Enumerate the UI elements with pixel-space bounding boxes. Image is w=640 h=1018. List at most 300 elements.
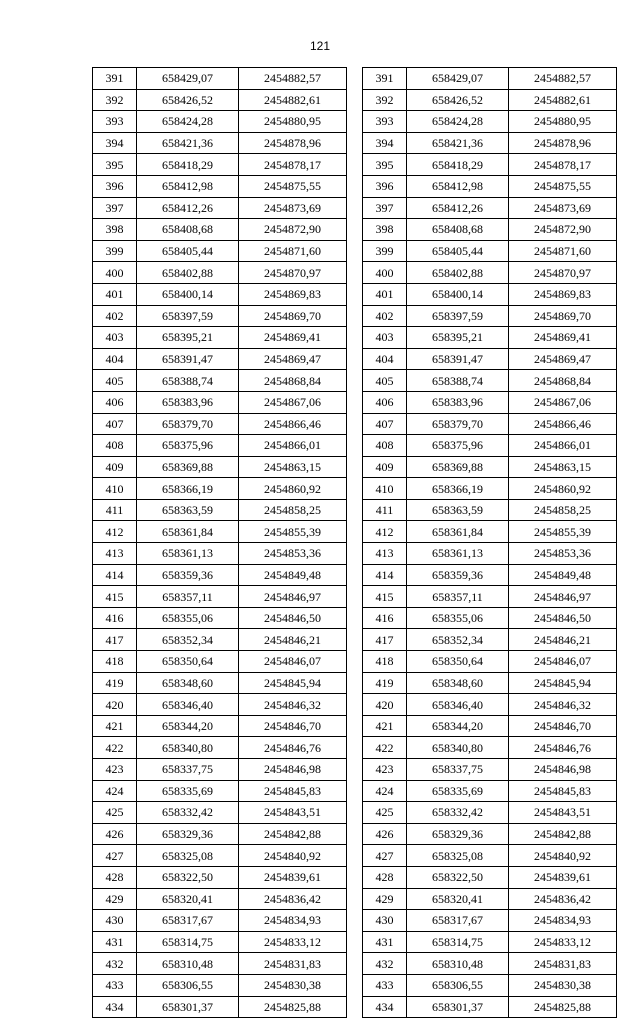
point-number-cell: 395 [363, 154, 407, 176]
y-coordinate-cell: 2454825,88 [509, 996, 617, 1018]
x-coordinate-cell: 658421,36 [137, 132, 239, 154]
point-number-cell: 427 [363, 845, 407, 867]
y-coordinate-cell: 2454845,83 [239, 780, 347, 802]
y-coordinate-cell: 2454845,83 [509, 780, 617, 802]
y-coordinate-cell: 2454846,32 [509, 694, 617, 716]
table-row [363, 456, 617, 478]
x-coordinate-cell: 658412,26 [407, 197, 509, 219]
x-coordinate-cell: 658346,40 [407, 694, 509, 716]
x-coordinate-cell: 658337,75 [407, 759, 509, 781]
table-row [93, 391, 347, 413]
x-coordinate-cell: 658320,41 [407, 888, 509, 910]
x-coordinate-cell: 658395,21 [137, 327, 239, 349]
x-coordinate-cell: 658412,98 [407, 175, 509, 197]
table-row [93, 780, 347, 802]
table-row [93, 672, 347, 694]
x-coordinate-cell: 658421,36 [407, 132, 509, 154]
table-row [363, 672, 617, 694]
point-number-cell: 405 [363, 370, 407, 392]
y-coordinate-cell: 2454866,46 [509, 413, 617, 435]
y-coordinate-cell: 2454849,48 [509, 564, 617, 586]
x-coordinate-cell: 658320,41 [137, 888, 239, 910]
y-coordinate-cell: 2454831,83 [239, 953, 347, 975]
point-number-cell: 420 [93, 694, 137, 716]
y-coordinate-cell: 2454871,60 [239, 240, 347, 262]
point-number-cell: 393 [363, 111, 407, 133]
x-coordinate-cell: 658361,84 [407, 521, 509, 543]
x-coordinate-cell: 658337,75 [137, 759, 239, 781]
x-coordinate-cell: 658429,07 [407, 68, 509, 90]
y-coordinate-cell: 2454846,98 [509, 759, 617, 781]
point-number-cell: 397 [93, 197, 137, 219]
y-coordinate-cell: 2454867,06 [509, 391, 617, 413]
y-coordinate-cell: 2454860,92 [239, 478, 347, 500]
point-number-cell: 400 [363, 262, 407, 284]
table-row [363, 478, 617, 500]
y-coordinate-cell: 2454873,69 [509, 197, 617, 219]
y-coordinate-cell: 2454869,70 [509, 305, 617, 327]
y-coordinate-cell: 2454842,88 [239, 823, 347, 845]
point-number-cell: 423 [363, 759, 407, 781]
x-coordinate-cell: 658357,11 [407, 586, 509, 608]
point-number-cell: 412 [93, 521, 137, 543]
x-coordinate-cell: 658325,08 [407, 845, 509, 867]
table-row [93, 866, 347, 888]
y-coordinate-cell: 2454878,17 [509, 154, 617, 176]
point-number-cell: 406 [93, 391, 137, 413]
y-coordinate-cell: 2454870,97 [239, 262, 347, 284]
x-coordinate-cell: 658402,88 [407, 262, 509, 284]
table-row [363, 910, 617, 932]
table-row [363, 629, 617, 651]
y-coordinate-cell: 2454873,69 [239, 197, 347, 219]
y-coordinate-cell: 2454846,07 [509, 651, 617, 673]
table-row [93, 175, 347, 197]
y-coordinate-cell: 2454846,70 [509, 715, 617, 737]
point-number-cell: 421 [363, 715, 407, 737]
x-coordinate-cell: 658369,88 [137, 456, 239, 478]
point-number-cell: 397 [363, 197, 407, 219]
x-coordinate-cell: 658408,68 [407, 219, 509, 241]
point-number-cell: 431 [93, 931, 137, 953]
point-number-cell: 396 [363, 175, 407, 197]
table-row [363, 89, 617, 111]
point-number-cell: 433 [363, 974, 407, 996]
x-coordinate-cell: 658359,36 [137, 564, 239, 586]
coordinates-table-left [92, 67, 347, 1018]
x-coordinate-cell: 658397,59 [137, 305, 239, 327]
y-coordinate-cell: 2454863,15 [509, 456, 617, 478]
table-row [93, 586, 347, 608]
point-number-cell: 401 [363, 283, 407, 305]
x-coordinate-cell: 658363,59 [137, 499, 239, 521]
table-row [363, 953, 617, 975]
table-row [363, 823, 617, 845]
table-row [93, 435, 347, 457]
table-row [363, 175, 617, 197]
x-coordinate-cell: 658397,59 [407, 305, 509, 327]
table-row [93, 521, 347, 543]
x-coordinate-cell: 658412,98 [137, 175, 239, 197]
y-coordinate-cell: 2454869,83 [239, 283, 347, 305]
table-row [93, 715, 347, 737]
table-row [363, 759, 617, 781]
y-coordinate-cell: 2454825,88 [239, 996, 347, 1018]
x-coordinate-cell: 658335,69 [137, 780, 239, 802]
point-number-cell: 407 [93, 413, 137, 435]
point-number-cell: 402 [93, 305, 137, 327]
y-coordinate-cell: 2454834,93 [509, 910, 617, 932]
point-number-cell: 425 [363, 802, 407, 824]
x-coordinate-cell: 658424,28 [137, 111, 239, 133]
x-coordinate-cell: 658332,42 [407, 802, 509, 824]
table-row [363, 564, 617, 586]
point-number-cell: 400 [93, 262, 137, 284]
y-coordinate-cell: 2454846,70 [239, 715, 347, 737]
y-coordinate-cell: 2454860,92 [509, 478, 617, 500]
x-coordinate-cell: 658361,13 [137, 543, 239, 565]
point-number-cell: 430 [363, 910, 407, 932]
table-row [93, 564, 347, 586]
x-coordinate-cell: 658388,74 [137, 370, 239, 392]
point-number-cell: 422 [363, 737, 407, 759]
point-number-cell: 411 [363, 499, 407, 521]
y-coordinate-cell: 2454842,88 [509, 823, 617, 845]
table-row [363, 305, 617, 327]
x-coordinate-cell: 658340,80 [137, 737, 239, 759]
point-number-cell: 420 [363, 694, 407, 716]
y-coordinate-cell: 2454869,47 [239, 348, 347, 370]
table-row [363, 435, 617, 457]
point-number-cell: 426 [93, 823, 137, 845]
y-coordinate-cell: 2454870,97 [509, 262, 617, 284]
x-coordinate-cell: 658359,36 [407, 564, 509, 586]
x-coordinate-cell: 658391,47 [407, 348, 509, 370]
x-coordinate-cell: 658344,20 [407, 715, 509, 737]
x-coordinate-cell: 658317,67 [407, 910, 509, 932]
x-coordinate-cell: 658348,60 [407, 672, 509, 694]
x-coordinate-cell: 658418,29 [407, 154, 509, 176]
point-number-cell: 412 [363, 521, 407, 543]
x-coordinate-cell: 658317,67 [137, 910, 239, 932]
x-coordinate-cell: 658325,08 [137, 845, 239, 867]
x-coordinate-cell: 658379,70 [407, 413, 509, 435]
y-coordinate-cell: 2454830,38 [509, 974, 617, 996]
x-coordinate-cell: 658405,44 [407, 240, 509, 262]
x-coordinate-cell: 658350,64 [137, 651, 239, 673]
y-coordinate-cell: 2454868,84 [509, 370, 617, 392]
x-coordinate-cell: 658400,14 [137, 283, 239, 305]
x-coordinate-cell: 658402,88 [137, 262, 239, 284]
x-coordinate-cell: 658395,21 [407, 327, 509, 349]
y-coordinate-cell: 2454846,97 [509, 586, 617, 608]
table-row [363, 845, 617, 867]
y-coordinate-cell: 2454846,50 [239, 607, 347, 629]
point-number-cell: 424 [93, 780, 137, 802]
page-number: 121 [309, 39, 331, 53]
table-row [363, 802, 617, 824]
x-coordinate-cell: 658391,47 [137, 348, 239, 370]
table-row [93, 802, 347, 824]
table-row [363, 348, 617, 370]
point-number-cell: 411 [93, 499, 137, 521]
y-coordinate-cell: 2454831,83 [509, 953, 617, 975]
point-number-cell: 416 [363, 607, 407, 629]
table-row [363, 240, 617, 262]
x-coordinate-cell: 658301,37 [407, 996, 509, 1018]
table-row [93, 283, 347, 305]
point-number-cell: 434 [363, 996, 407, 1018]
point-number-cell: 418 [363, 651, 407, 673]
y-coordinate-cell: 2454869,41 [509, 327, 617, 349]
point-number-cell: 422 [93, 737, 137, 759]
table-row [363, 866, 617, 888]
y-coordinate-cell: 2454833,12 [239, 931, 347, 953]
table-row [93, 888, 347, 910]
y-coordinate-cell: 2454869,70 [239, 305, 347, 327]
table-row [93, 154, 347, 176]
point-number-cell: 401 [93, 283, 137, 305]
x-coordinate-cell: 658314,75 [137, 931, 239, 953]
point-number-cell: 418 [93, 651, 137, 673]
y-coordinate-cell: 2454880,95 [509, 111, 617, 133]
x-coordinate-cell: 658383,96 [137, 391, 239, 413]
point-number-cell: 403 [93, 327, 137, 349]
point-number-cell: 398 [93, 219, 137, 241]
coordinates-table-right [362, 67, 617, 1018]
point-number-cell: 395 [93, 154, 137, 176]
x-coordinate-cell: 658335,69 [407, 780, 509, 802]
point-number-cell: 421 [93, 715, 137, 737]
y-coordinate-cell: 2454840,92 [239, 845, 347, 867]
x-coordinate-cell: 658346,40 [137, 694, 239, 716]
point-number-cell: 403 [363, 327, 407, 349]
table-row [93, 197, 347, 219]
x-coordinate-cell: 658379,70 [137, 413, 239, 435]
table-row [363, 996, 617, 1018]
y-coordinate-cell: 2454866,01 [239, 435, 347, 457]
table-row [93, 931, 347, 953]
table-row [363, 370, 617, 392]
x-coordinate-cell: 658355,06 [407, 607, 509, 629]
point-number-cell: 414 [93, 564, 137, 586]
table-row [363, 327, 617, 349]
y-coordinate-cell: 2454840,92 [509, 845, 617, 867]
y-coordinate-cell: 2454855,39 [509, 521, 617, 543]
table-row [93, 974, 347, 996]
point-number-cell: 392 [93, 89, 137, 111]
point-number-cell: 432 [93, 953, 137, 975]
point-number-cell: 399 [93, 240, 137, 262]
y-coordinate-cell: 2454867,06 [239, 391, 347, 413]
x-coordinate-cell: 658352,34 [407, 629, 509, 651]
table-row [93, 953, 347, 975]
table-row [93, 845, 347, 867]
table-row [363, 694, 617, 716]
point-number-cell: 415 [363, 586, 407, 608]
y-coordinate-cell: 2454846,97 [239, 586, 347, 608]
table-row [93, 823, 347, 845]
y-coordinate-cell: 2454866,46 [239, 413, 347, 435]
point-number-cell: 407 [363, 413, 407, 435]
y-coordinate-cell: 2454836,42 [509, 888, 617, 910]
point-number-cell: 430 [93, 910, 137, 932]
point-number-cell: 417 [363, 629, 407, 651]
y-coordinate-cell: 2454878,17 [239, 154, 347, 176]
table-row [93, 759, 347, 781]
table-row [93, 89, 347, 111]
point-number-cell: 413 [93, 543, 137, 565]
x-coordinate-cell: 658314,75 [407, 931, 509, 953]
x-coordinate-cell: 658329,36 [137, 823, 239, 845]
point-number-cell: 417 [93, 629, 137, 651]
point-number-cell: 419 [363, 672, 407, 694]
table-row [93, 910, 347, 932]
table-row [93, 651, 347, 673]
x-coordinate-cell: 658412,26 [137, 197, 239, 219]
point-number-cell: 416 [93, 607, 137, 629]
point-number-cell: 393 [93, 111, 137, 133]
point-number-cell: 391 [363, 68, 407, 90]
y-coordinate-cell: 2454871,60 [509, 240, 617, 262]
point-number-cell: 429 [93, 888, 137, 910]
table-row [363, 931, 617, 953]
table-row [363, 780, 617, 802]
table-row [93, 629, 347, 651]
y-coordinate-cell: 2454880,95 [239, 111, 347, 133]
y-coordinate-cell: 2454878,96 [239, 132, 347, 154]
x-coordinate-cell: 658301,37 [137, 996, 239, 1018]
y-coordinate-cell: 2454846,21 [509, 629, 617, 651]
x-coordinate-cell: 658322,50 [407, 866, 509, 888]
point-number-cell: 408 [363, 435, 407, 457]
point-number-cell: 414 [363, 564, 407, 586]
x-coordinate-cell: 658352,34 [137, 629, 239, 651]
x-coordinate-cell: 658310,48 [137, 953, 239, 975]
x-coordinate-cell: 658408,68 [137, 219, 239, 241]
point-number-cell: 398 [363, 219, 407, 241]
point-number-cell: 428 [363, 866, 407, 888]
table-row [363, 586, 617, 608]
point-number-cell: 424 [363, 780, 407, 802]
point-number-cell: 434 [93, 996, 137, 1018]
point-number-cell: 429 [363, 888, 407, 910]
x-coordinate-cell: 658332,42 [137, 802, 239, 824]
x-coordinate-cell: 658363,59 [407, 499, 509, 521]
x-coordinate-cell: 658366,19 [137, 478, 239, 500]
y-coordinate-cell: 2454869,41 [239, 327, 347, 349]
point-number-cell: 419 [93, 672, 137, 694]
point-number-cell: 428 [93, 866, 137, 888]
table-row [93, 543, 347, 565]
y-coordinate-cell: 2454855,39 [239, 521, 347, 543]
y-coordinate-cell: 2454849,48 [239, 564, 347, 586]
table-row [93, 305, 347, 327]
y-coordinate-cell: 2454869,47 [509, 348, 617, 370]
point-number-cell: 426 [363, 823, 407, 845]
point-number-cell: 399 [363, 240, 407, 262]
x-coordinate-cell: 658383,96 [407, 391, 509, 413]
table-row [93, 370, 347, 392]
point-number-cell: 427 [93, 845, 137, 867]
point-number-cell: 413 [363, 543, 407, 565]
table-row [93, 262, 347, 284]
y-coordinate-cell: 2454846,76 [509, 737, 617, 759]
table-row [93, 456, 347, 478]
point-number-cell: 404 [93, 348, 137, 370]
x-coordinate-cell: 658306,55 [407, 974, 509, 996]
y-coordinate-cell: 2454839,61 [509, 866, 617, 888]
table-row [363, 543, 617, 565]
table-row [93, 240, 347, 262]
x-coordinate-cell: 658329,36 [407, 823, 509, 845]
table-row [363, 888, 617, 910]
point-number-cell: 408 [93, 435, 137, 457]
x-coordinate-cell: 658375,96 [137, 435, 239, 457]
point-number-cell: 394 [363, 132, 407, 154]
table-row [363, 607, 617, 629]
table-row [363, 283, 617, 305]
table-row [363, 521, 617, 543]
x-coordinate-cell: 658350,64 [407, 651, 509, 673]
y-coordinate-cell: 2454845,94 [509, 672, 617, 694]
y-coordinate-cell: 2454846,98 [239, 759, 347, 781]
y-coordinate-cell: 2454846,50 [509, 607, 617, 629]
x-coordinate-cell: 658306,55 [137, 974, 239, 996]
y-coordinate-cell: 2454875,55 [509, 175, 617, 197]
table-row [93, 607, 347, 629]
y-coordinate-cell: 2454863,15 [239, 456, 347, 478]
table-row [93, 348, 347, 370]
x-coordinate-cell: 658405,44 [137, 240, 239, 262]
y-coordinate-cell: 2454834,93 [239, 910, 347, 932]
y-coordinate-cell: 2454843,51 [239, 802, 347, 824]
table-row [363, 111, 617, 133]
y-coordinate-cell: 2454833,12 [509, 931, 617, 953]
x-coordinate-cell: 658429,07 [137, 68, 239, 90]
y-coordinate-cell: 2454836,42 [239, 888, 347, 910]
x-coordinate-cell: 658348,60 [137, 672, 239, 694]
x-coordinate-cell: 658361,13 [407, 543, 509, 565]
table-row [363, 413, 617, 435]
table-row [93, 478, 347, 500]
y-coordinate-cell: 2454830,38 [239, 974, 347, 996]
x-coordinate-cell: 658426,52 [137, 89, 239, 111]
table-row [363, 68, 617, 90]
x-coordinate-cell: 658310,48 [407, 953, 509, 975]
y-coordinate-cell: 2454882,57 [239, 68, 347, 90]
table-row [93, 499, 347, 521]
point-number-cell: 394 [93, 132, 137, 154]
y-coordinate-cell: 2454858,25 [509, 499, 617, 521]
point-number-cell: 405 [93, 370, 137, 392]
table-row [93, 111, 347, 133]
y-coordinate-cell: 2454846,32 [239, 694, 347, 716]
table-row [363, 974, 617, 996]
table-row [363, 154, 617, 176]
y-coordinate-cell: 2454853,36 [509, 543, 617, 565]
point-number-cell: 432 [363, 953, 407, 975]
point-number-cell: 392 [363, 89, 407, 111]
point-number-cell: 409 [363, 456, 407, 478]
x-coordinate-cell: 658424,28 [407, 111, 509, 133]
y-coordinate-cell: 2454866,01 [509, 435, 617, 457]
point-number-cell: 425 [93, 802, 137, 824]
x-coordinate-cell: 658375,96 [407, 435, 509, 457]
y-coordinate-cell: 2454846,07 [239, 651, 347, 673]
x-coordinate-cell: 658361,84 [137, 521, 239, 543]
point-number-cell: 415 [93, 586, 137, 608]
